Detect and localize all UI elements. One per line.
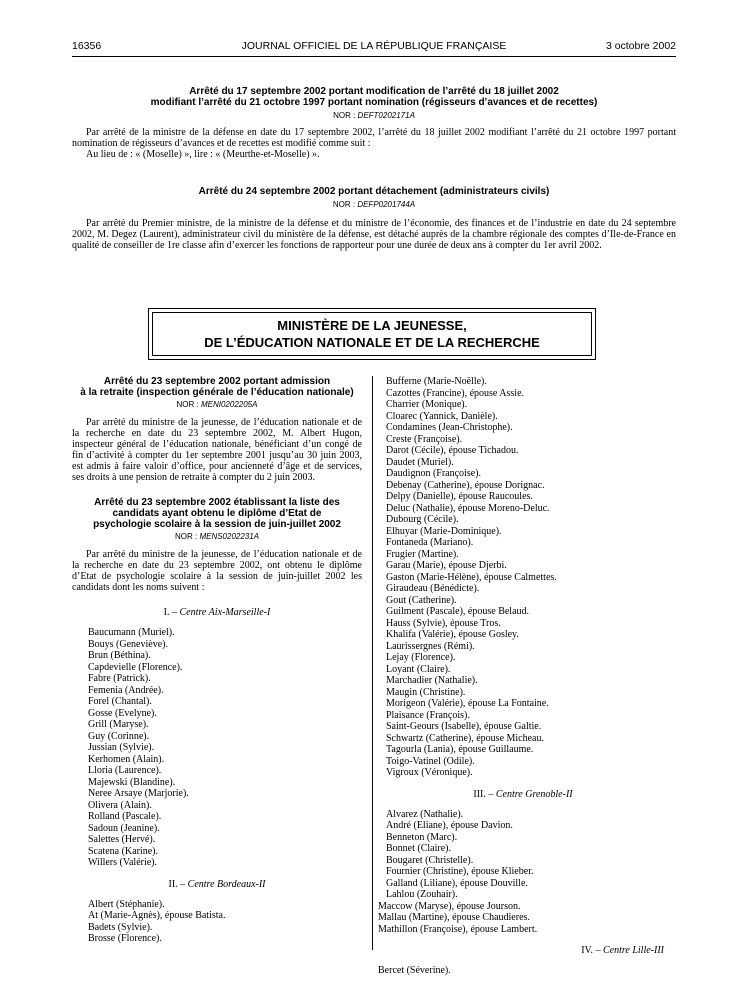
- nor-reference: NOR : MENS0202231A: [174, 532, 260, 541]
- candidate-name: Debenay (Catherine), épouse Dorignac.: [386, 479, 545, 491]
- candidate-name: Fabre (Patrick).: [88, 673, 151, 684]
- candidate-name: Deluc (Nathalie), épouse Moreno-Deluc.: [386, 502, 550, 514]
- arrete-body: Par arrêté du Premier ministre, de la ministre de la défense et du ministre de l’économie, des finances et de l’industrie en date du 24 septembre 2002, M. Degez (Laurent), administrateur civil du ministère de la défense, est détaché auprès de la chambre régionale des comptes d’Ile-de-France en qualité de conseiller de 1re classe afin d’exercer les fonctions de rapporteur pour une durée de deux ans à compter du 1er avril 2002.: [72, 218, 676, 251]
- arrete-body: Par arrêté du ministre de la jeunesse, de l’éducation nationale et de la recherche en date du 23 septembre 2002, M. Albert Hugon, inspecteur général de l’éducation nationale, bénéficiant d’un congé de fin d’activité à compter du 1er septembre 2001 jusqu’au 30 juin 2003, est admis à faire valoir d’office, pour ancienneté d’âge et de services, ses droits à une pension de retraite à compter du 2 juin 2003.: [72, 417, 362, 483]
- candidate-name: Maugin (Christine).: [386, 686, 466, 698]
- candidate-name: Darot (Cécile), épouse Tichadou.: [386, 445, 519, 456]
- candidate-name: Hauss (Sylvie), épouse Tros.: [386, 617, 501, 629]
- candidate-name: Creste (Françoise).: [386, 433, 463, 445]
- candidate-name: Sadoun (Jeanine).: [88, 822, 160, 834]
- candidate-name: Guy (Corinne).: [88, 730, 150, 742]
- candidate-name: André (Eliane), épouse Davion.: [386, 820, 513, 831]
- candidate-name: Mallau (Martine), épouse Chaudieres.: [378, 912, 530, 923]
- candidate-name: Jussian (Sylvie).: [88, 742, 155, 753]
- arrete-body: Par arrêté de la ministre de la défense en date du 17 septembre 2002, l’arrêté du 18 juillet 2002 modifiant l’arrêté du 21 octobre 1997 portant nomination de régisseurs d’avances et de recettes est modifié comme suit : Au lieu de : « (Moselle) », lire : « (Meurthe-et-Moselle) ».: [72, 127, 676, 160]
- arrete-admission-retraite: [72, 376, 362, 483]
- candidate-name: Garau (Marie), épouse Djerbi.: [386, 560, 507, 571]
- nor-reference: NOR : DEFP0201744A: [332, 200, 416, 209]
- candidate-name: At (Marie-Agnès), épouse Batista.: [88, 910, 226, 921]
- candidate-name: Fontaneda (Mariano).: [386, 537, 474, 548]
- candidate-name: Giraudeau (Bénédicte).: [386, 583, 480, 594]
- page-header: [72, 40, 676, 57]
- candidate-name: Kerhomen (Alain).: [88, 753, 165, 765]
- candidate-name: Delpy (Danielle), épouse Raucoules.: [386, 491, 533, 502]
- candidate-name: Plaisance (François).: [386, 709, 470, 721]
- candidate-name: Rolland (Pascale).: [88, 811, 162, 822]
- candidate-name: Willers (Valérie).: [88, 857, 158, 868]
- candidate-name: Neree Arsaye (Marjorie).: [88, 788, 189, 799]
- candidate-list-grenoble-continued: [378, 901, 668, 936]
- candidate-name: Daudignon (Françoise).: [386, 468, 481, 479]
- column-divider: [372, 376, 373, 950]
- arrete-detachement: [72, 186, 676, 251]
- candidate-name: Scatena (Karine).: [88, 845, 158, 857]
- candidate-name: Marchadier (Nathalie).: [386, 675, 478, 686]
- candidate-name: Elhuyar (Marie-Dominique).: [386, 525, 502, 537]
- candidate-name: Badets (Sylvie).: [88, 921, 153, 933]
- left-column: [72, 376, 362, 945]
- nor-reference: NOR : MENI0202205A: [176, 400, 258, 409]
- arrete-title: Arrêté du 23 septembre 2002 établissant la liste des candidats ayant obtenu le diplôme d’Etat de psychologie scolaire à la session de juin-juillet 2002: [93, 497, 341, 530]
- arrete-body: Par arrêté du ministre de la jeunesse, de l’éducation nationale et de la recherche en date du 23 septembre 2002, ont obtenu le diplôme d’Etat de psychologie scolaire à la session de juin-juillet 2002 les candidats dont les noms suivent :: [72, 549, 362, 593]
- candidate-name: Bonnet (Claire).: [386, 843, 451, 854]
- candidate-name: Baucumann (Muriel).: [88, 627, 175, 638]
- candidate-name: Maccow (Maryse), épouse Jourson.: [378, 900, 521, 912]
- issue-date: 3 octobre 2002: [605, 40, 676, 52]
- candidate-list-bordeaux: [72, 899, 362, 945]
- candidate-name: Vigroux (Véronique).: [386, 767, 473, 778]
- candidate-name: Laurissergnes (Rémi).: [386, 640, 475, 652]
- candidate-name: Alvarez (Nathalie).: [386, 808, 464, 820]
- right-column: [378, 376, 668, 977]
- candidate-name: Galland (Liliane), épouse Douville.: [386, 877, 528, 889]
- candidate-name: Tagourla (Lania), épouse Guillaume.: [386, 744, 534, 755]
- candidate-name: Bouys (Geneviève).: [88, 638, 168, 650]
- candidate-name: Cloarec (Yannick, Danièle).: [386, 410, 498, 422]
- nor-reference: NOR : DEFT0202171A: [333, 111, 415, 120]
- candidate-name: Daudet (Muriel).: [386, 456, 454, 468]
- candidate-name: Salettes (Hervé).: [88, 834, 156, 845]
- candidate-name: Benneton (Marc).: [386, 831, 458, 843]
- candidate-name: Dubourg (Cécile).: [386, 514, 459, 525]
- centre-heading-aix-marseille: I. – Centre Aix-Marseille-I: [163, 607, 271, 618]
- candidate-name: Fournier (Christine), épouse Klieber.: [386, 866, 534, 877]
- candidate-name: Majewski (Blandine).: [88, 776, 176, 788]
- candidate-list-bordeaux-continued: [378, 376, 668, 779]
- candidate-name: Schwartz (Catherine), épouse Micheau.: [386, 732, 544, 744]
- journal-title: JOURNAL OFFICIEL DE LA RÉPUBLIQUE FRANÇAISE: [241, 40, 507, 52]
- candidate-name: Charrier (Monique).: [386, 399, 468, 410]
- ministry-line-2: DE L’ÉDUCATION NATIONALE ET DE LA RECHERCHE: [204, 335, 540, 350]
- candidate-name: Lahlou (Zouhair).: [386, 889, 458, 900]
- arrete-title: Arrêté du 23 septembre 2002 portant admission à la retraite (inspection générale de l’éducation nationale): [80, 376, 354, 398]
- candidate-name: Brun (Béthina).: [88, 650, 151, 661]
- candidate-name: Bougaret (Christelle).: [386, 854, 474, 866]
- candidate-name: Albert (Stéphanie).: [88, 898, 165, 910]
- arrete-diplome-psychologie: [72, 497, 362, 945]
- candidate-name: Olivera (Alain).: [88, 799, 152, 811]
- candidate-name: Gaston (Marie-Hélène), épouse Calmettes.: [386, 571, 557, 583]
- candidate-name: Bufferne (Marie-Noëlle).: [386, 376, 487, 387]
- candidate-name: Morigeon (Valérie), épouse La Fontaine.: [386, 698, 549, 709]
- candidate-name: Saint-Geours (Isabelle), épouse Galtie.: [386, 721, 542, 732]
- arrete-modification-regisseurs: [72, 86, 676, 160]
- candidate-name: Grill (Maryse).: [88, 719, 149, 730]
- ministry-line-1: MINISTÈRE DE LA JEUNESSE,: [277, 318, 467, 333]
- candidate-list-grenoble: [378, 809, 668, 901]
- candidate-name: Mathillon (Françoise), épouse Lambert.: [378, 923, 538, 935]
- arrete-title: Arrêté du 24 septembre 2002 portant détachement (administrateurs civils): [198, 186, 550, 197]
- candidate-name: Guilment (Pascale), épouse Belaud.: [386, 606, 530, 617]
- centre-heading-bordeaux: II. – Centre Bordeaux-II: [168, 878, 266, 890]
- candidate-name: Condamines (Jean-Christophe).: [386, 422, 513, 433]
- candidate-name: Gosse (Evelyne).: [88, 707, 157, 719]
- candidate-list-aix-marseille: [72, 627, 362, 869]
- candidate-list-lille: [378, 965, 668, 977]
- centre-heading-grenoble: III. – Centre Grenoble-II: [473, 788, 573, 800]
- candidate-name: Khalifa (Valérie), épouse Gosley.: [386, 629, 519, 640]
- candidate-name: Bercet (Séverine).: [378, 965, 451, 976]
- candidate-name: Lloria (Laurence).: [88, 765, 162, 776]
- candidate-name: Capdevielle (Florence).: [88, 661, 183, 673]
- candidate-name: Loyant (Claire).: [386, 663, 451, 675]
- candidate-name: Femenia (Andrée).: [88, 684, 164, 696]
- page-number: 16356: [72, 40, 102, 52]
- candidate-name: Brosse (Florence).: [88, 933, 162, 944]
- candidate-name: Forel (Chantal).: [88, 696, 152, 707]
- ministry-heading-box: [148, 308, 596, 360]
- candidate-name: Toigo-Vatinel (Odile).: [386, 755, 475, 767]
- candidate-name: Cazottes (Francine), épouse Assie.: [386, 387, 525, 399]
- arrete-title: Arrêté du 17 septembre 2002 portant modification de l’arrêté du 18 juillet 2002 modifiant l’arrêté du 21 octobre 1997 portant nomination (régisseurs d’avances et de recettes): [150, 86, 598, 108]
- candidate-name: Lejay (Florence).: [386, 652, 456, 663]
- candidate-name: Frugier (Martine).: [386, 548, 459, 560]
- candidate-name: Gout (Catherine).: [386, 594, 457, 606]
- centre-heading-lille: IV. – Centre Lille-III: [581, 945, 664, 956]
